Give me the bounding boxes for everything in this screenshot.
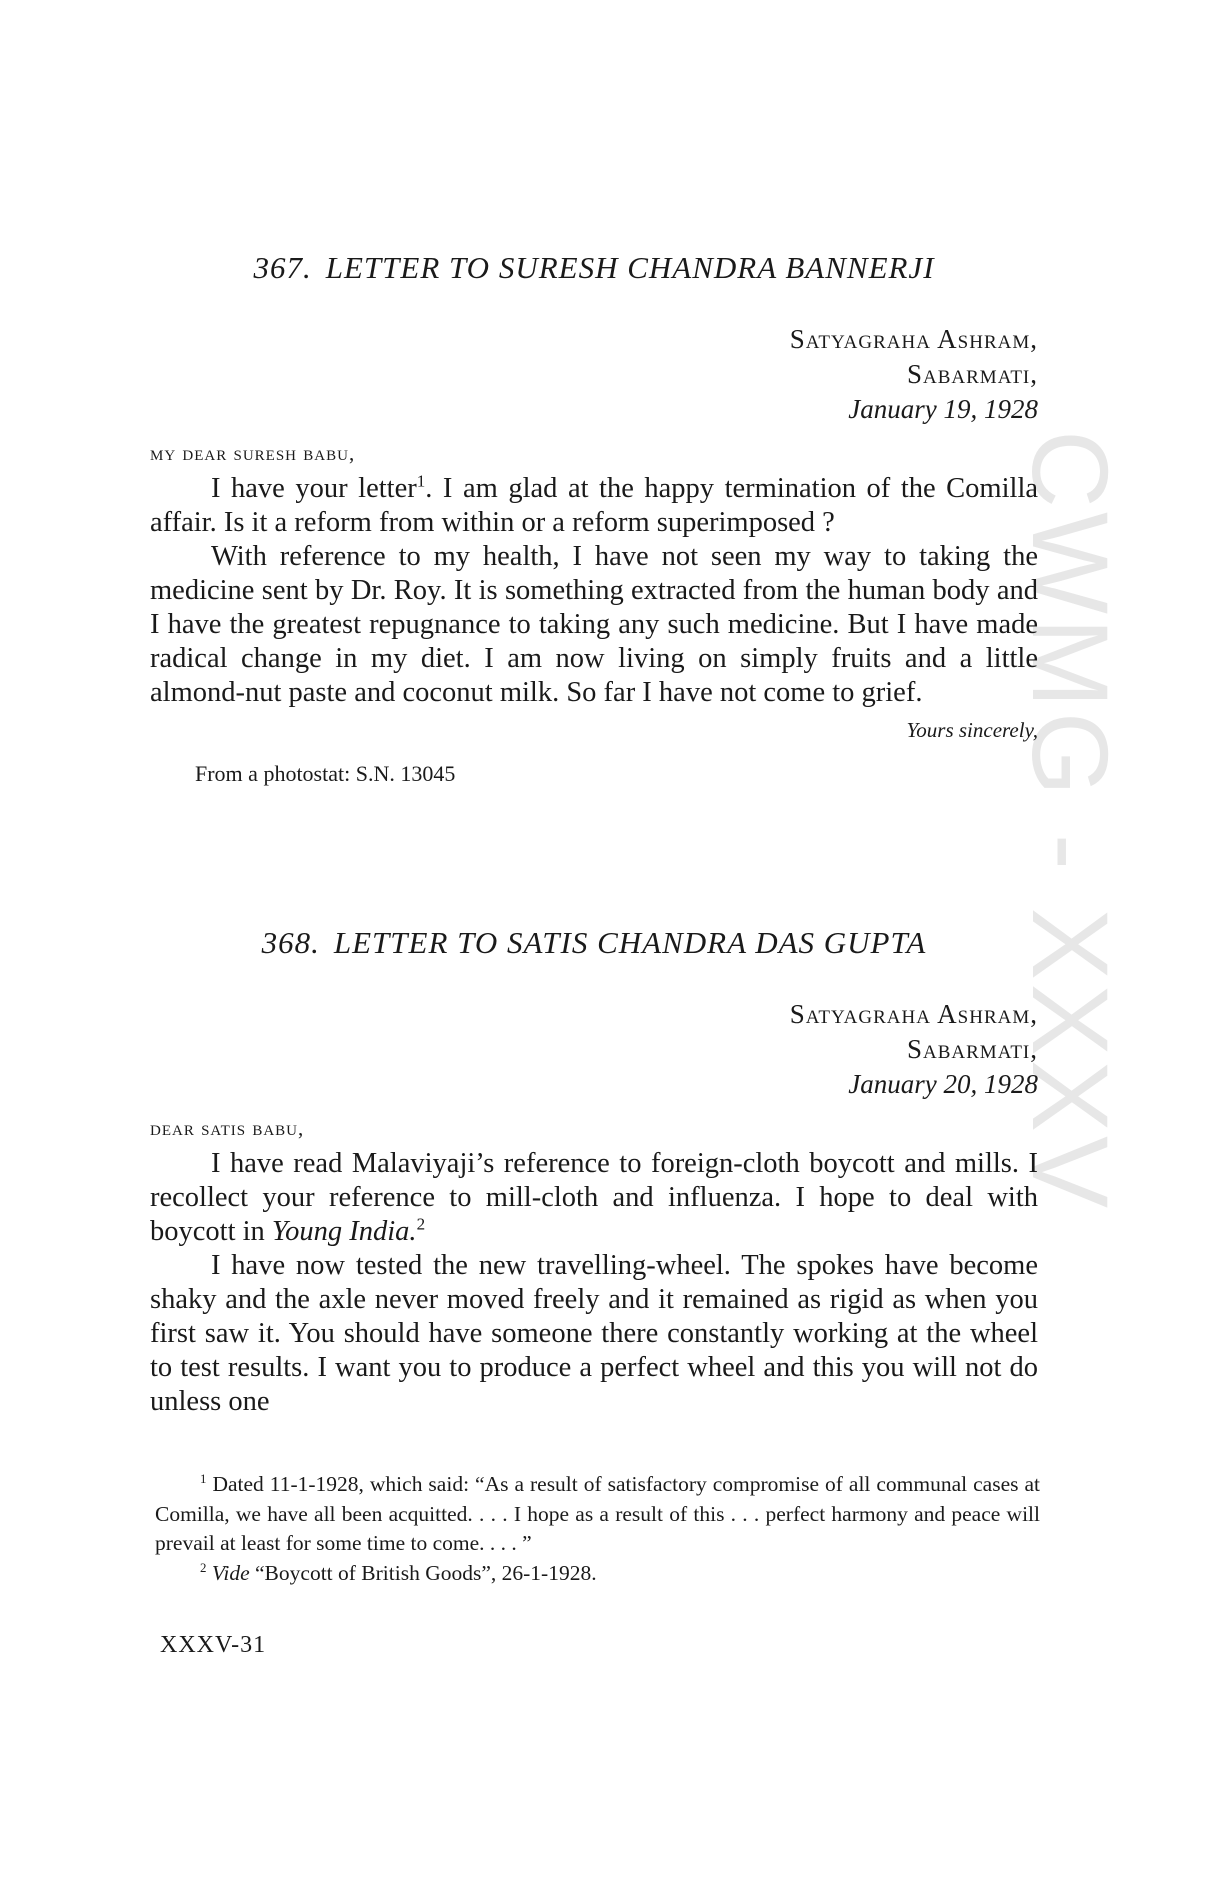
letter-title-text: LETTER TO SATIS CHANDRA DAS GUPTA (333, 925, 927, 960)
salutation: dear satis babu, (150, 1116, 305, 1140)
letter-number: 367. (253, 250, 312, 285)
paragraph: With reference to my health, I have not seen my way to taking the medicine sent by Dr. Roy. It is something extracted from the human body and I have the greatest repugnance to taking any such medicine. But I have made radical change in my diet. I am now living on simply fruits and a little almond-nut paste and coconut milk. So far I have not come to grief. (150, 541, 1038, 708)
address-line: Satyagraha Ashram, (789, 999, 1038, 1029)
address-line: Satyagraha Ashram, (789, 324, 1038, 354)
letter-title (150, 250, 1038, 286)
source-note: From a photostat: S.N. 13045 (195, 761, 456, 786)
footnotes (155, 1470, 1040, 1588)
watermark: CWMG - XXXV (1010, 430, 1131, 1213)
salutation: my dear suresh babu, (150, 441, 356, 465)
paragraph (150, 1147, 1038, 1249)
footnote-marker: 1 (200, 1471, 207, 1486)
paragraph (150, 472, 1038, 540)
letter-date: January 19, 1928 (848, 394, 1038, 424)
address-block (150, 997, 1038, 1102)
footnote-ref: 2 (416, 1214, 426, 1234)
footnote-text: Dated 11-1-1928, which said: “As a result of satisfactory compromise of all communal cases at Comilla, we have all been acquitted. . . . I hope as a result of this . . . perfect harmony and peace will prevail at least for some time to come. . . . ” (155, 1472, 1040, 1555)
letter-367 (150, 250, 1038, 787)
footnote-italic: Vide (206, 1560, 250, 1585)
letter-368 (150, 925, 1038, 1419)
letter-title (150, 925, 1038, 961)
text-run: . I am glad at the happy termination of the Comilla affair. Is it a reform from within or a reform superimposed ? (150, 473, 1039, 538)
address-line: Sabarmati, (907, 359, 1038, 389)
address-line: Sabarmati, (907, 1034, 1038, 1064)
italic-title: Young India. (271, 1216, 417, 1247)
footnote-text: “Boycott of British Goods”, 26-1-1928. (249, 1560, 597, 1585)
letter-body (150, 472, 1038, 710)
footnote (155, 1559, 1040, 1589)
letter-body (150, 1147, 1038, 1419)
letter-number: 368. (261, 925, 320, 960)
footnote-ref: 1 (416, 471, 426, 491)
footnote-marker: 2 (200, 1560, 207, 1575)
paragraph: I have now tested the new travelling-wheel. The spokes have become shaky and the axle never moved freely and it remained as rigid as when you first saw it. You should have someone there constantly working at the wheel to test results. I want you to produce a perfect wheel and this you will not do unless one (150, 1250, 1038, 1417)
footnote (155, 1470, 1040, 1559)
letter-title-text: LETTER TO SURESH CHANDRA BANNERJI (325, 250, 935, 285)
text-run: I have read Malaviyaji’s reference to foreign-cloth boycott and mills. I recollect your reference to mill-cloth and influenza. I hope to deal with boycott in (150, 1148, 1038, 1247)
closing: Yours sincerely, (906, 718, 1038, 742)
page-id: XXXV-31 (160, 1632, 267, 1658)
address-block (150, 322, 1038, 427)
text-run: I have your letter (211, 473, 417, 504)
letter-date: January 20, 1928 (848, 1069, 1038, 1099)
